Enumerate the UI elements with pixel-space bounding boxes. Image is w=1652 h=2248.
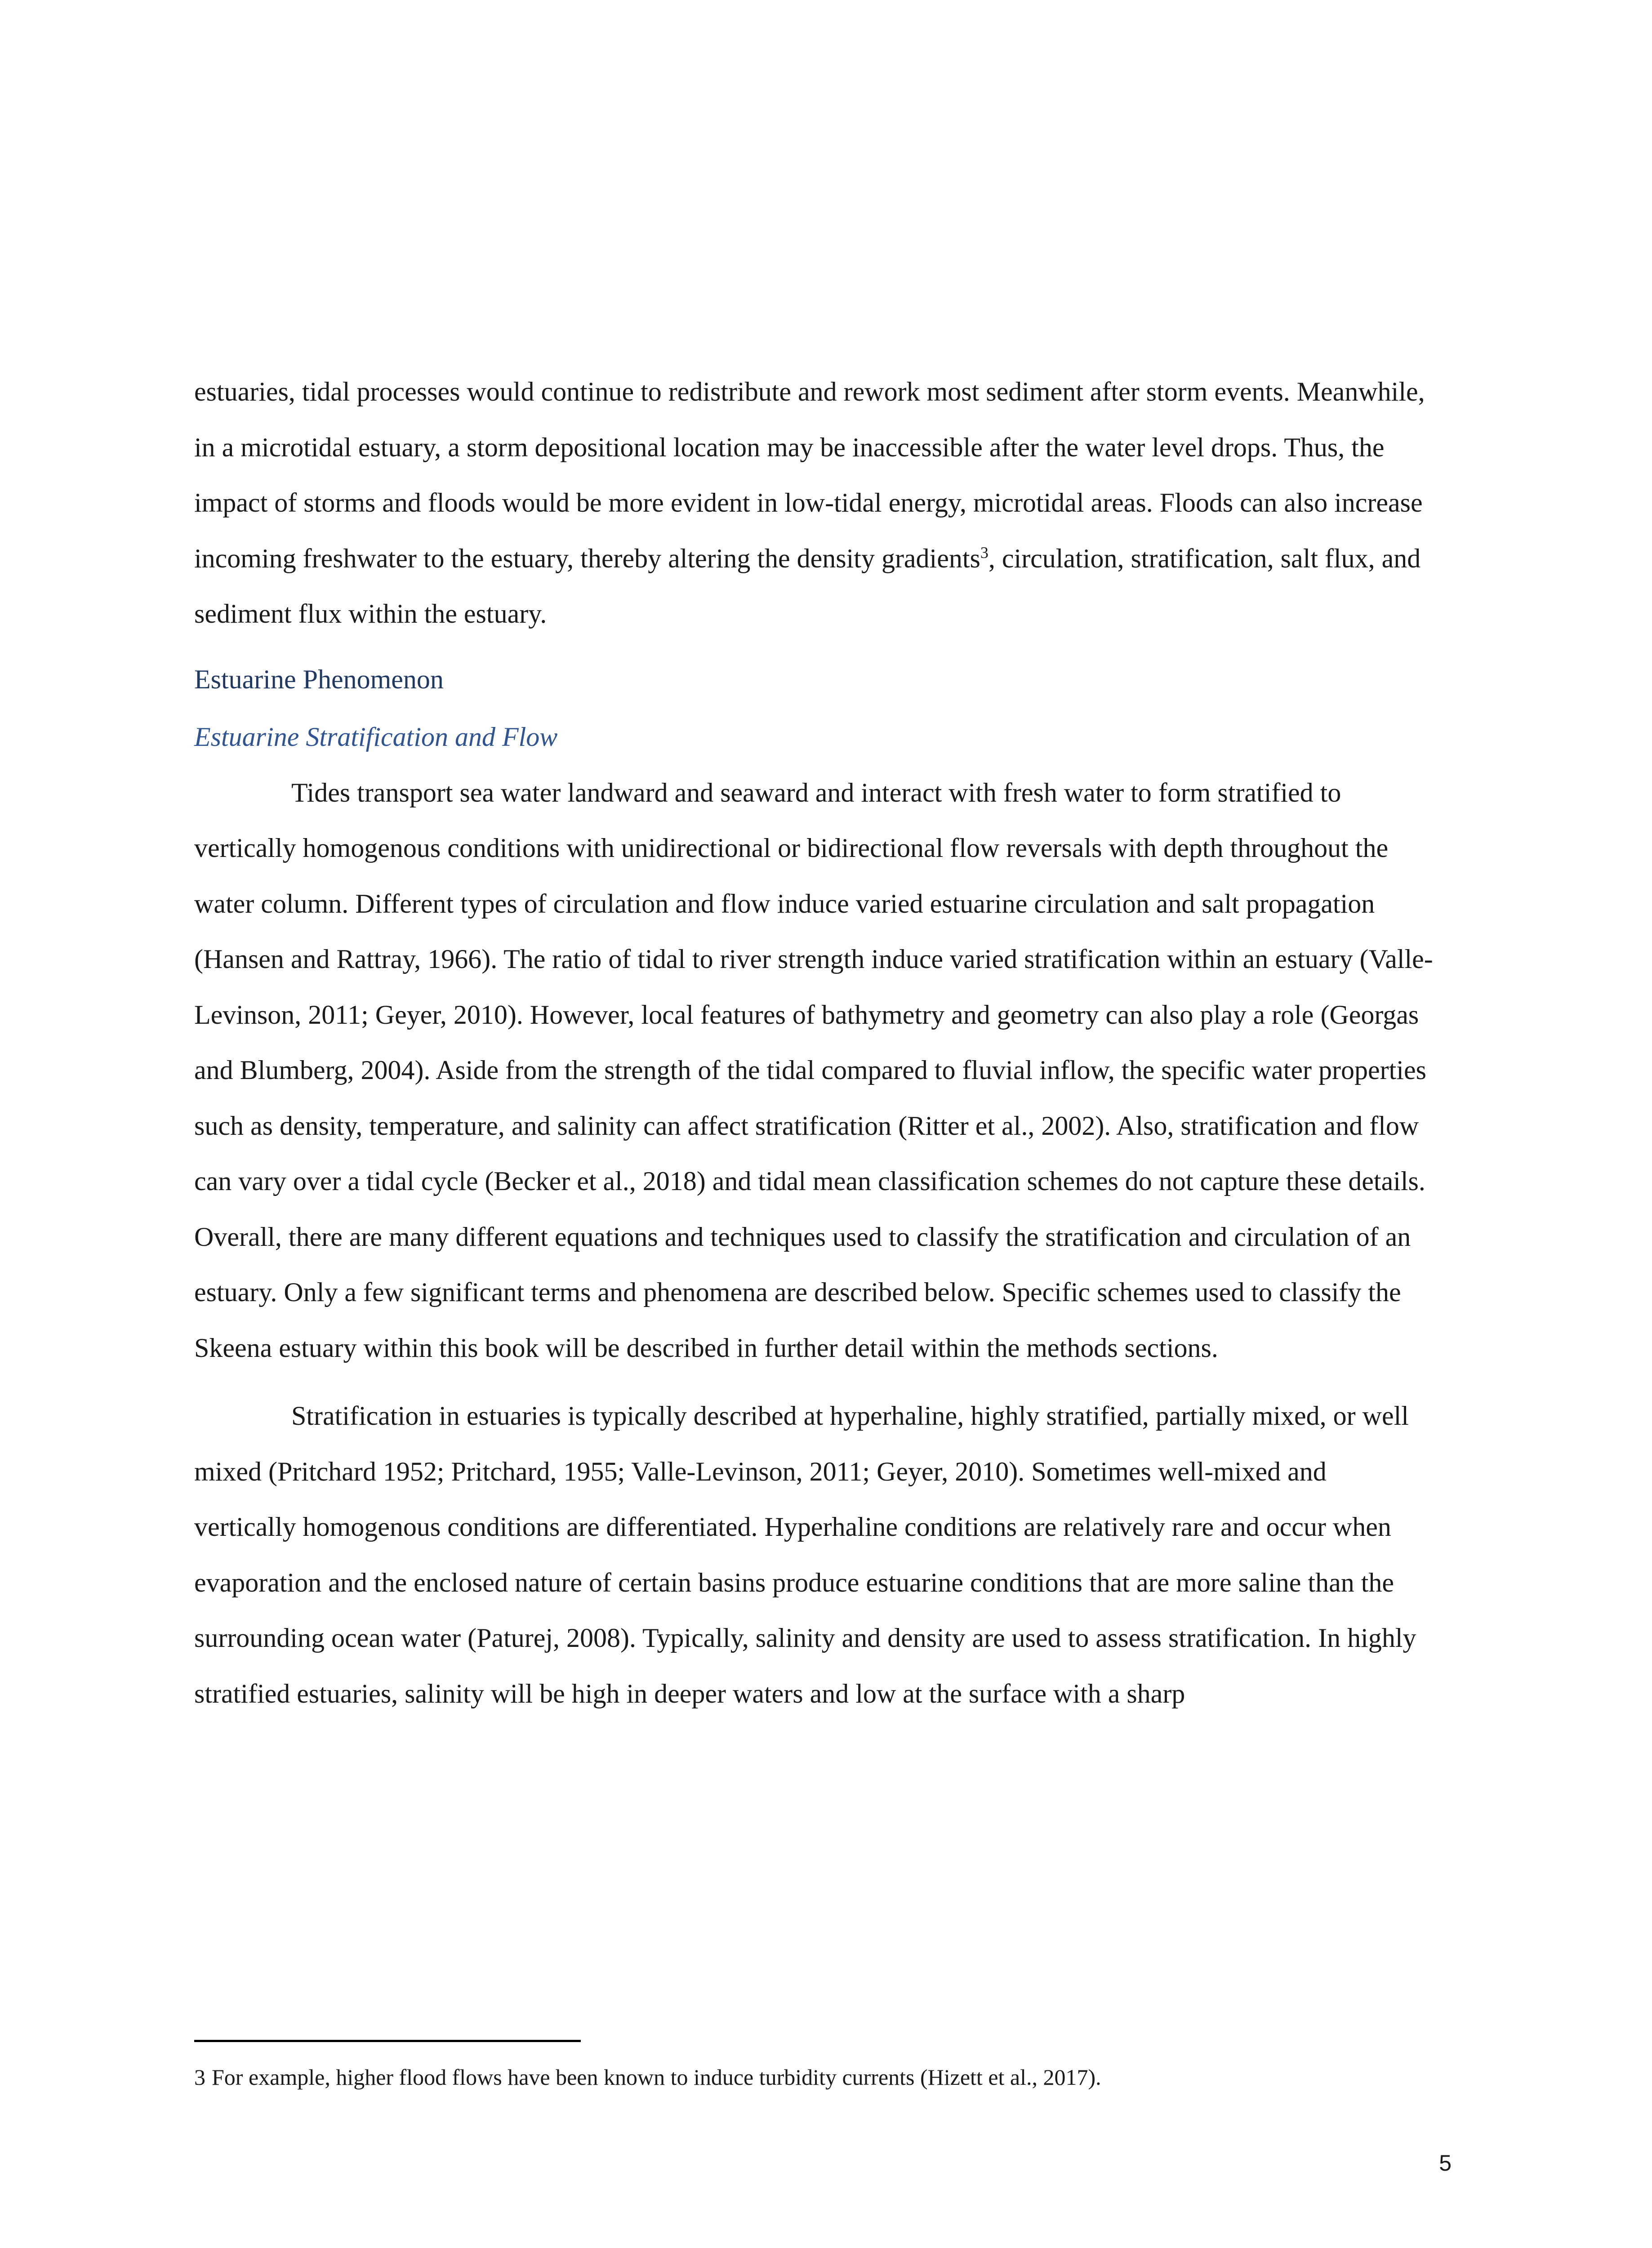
- paragraph-1-text: estuaries, tidal processes would continue to redistribute and rework most sediment after storm events. Meanwhile, in a microtidal estuary, a storm depositional location may be inaccessible after the water level drops. Thus, the impact of storms and floods would be more evident in low-tidal energy, microtidal areas. Floods can also increase incoming freshwater to the estuary, thereby altering the density gradients: [194, 377, 1425, 573]
- paragraph-1-text-continued: , circulation, stratification, salt flux, and sediment flux within the estuary.: [194, 543, 1421, 629]
- footnote-number: 3: [194, 2065, 205, 2090]
- footnote-separator: [194, 2040, 581, 2042]
- page-number: 5: [1439, 2150, 1452, 2176]
- body-paragraph-1: [194, 364, 1435, 642]
- footnote-reference-3[interactable]: 3: [980, 543, 989, 562]
- section-heading: Estuarine Phenomenon: [194, 664, 444, 694]
- subsection-heading: Estuarine Stratification and Flow: [194, 722, 558, 752]
- body-paragraph-2: Tides transport sea water landward and seaward and interact with fresh water to form stratified to vertically homogenous conditions with unidirectional or bidirectional flow reversals with depth throughout the water column. Different types of circulation and flow induce varied estuarine circulation and salt propagation (Hansen and Rattray, 1966). The ratio of tidal to river strength induce varied stratification within an estuary (Valle-Levinson, 2011; Geyer, 2010). However, local features of bathymetry and geometry can also play a role (Georgas and Blumberg, 2004). Aside from the strength of the tidal compared to fluvial inflow, the specific water properties such as density, temperature, and salinity can affect stratification (Ritter et al., 2002). Also, stratification and flow can vary over a tidal cycle (Becker et al., 2018) and tidal mean classification schemes do not capture these details. Overall, there are many different equations and techniques used to classify the stratification and circulation of an estuary. Only a few significant terms and phenomena are described below. Specific schemes used to classify the Skeena estuary within this book will be described in further detail within the methods sections.: [194, 777, 1433, 1363]
- body-paragraph-3: Stratification in estuaries is typically described at hyperhaline, highly stratified, partially mixed, or well mixed (Pritchard 1952; Pritchard, 1955; Valle-Levinson, 2011; Geyer, 2010). Sometimes well-mixed and vertically homogenous conditions are differentiated. Hyperhaline conditions are relatively rare and occur when evaporation and the enclosed nature of certain basins produce estuarine conditions that are more saline than the surrounding ocean water (Paturej, 2008). Typically, salinity and density are used to assess stratification. In highly stratified estuaries, salinity will be high in deeper waters and low at the surface with a sharp: [194, 1401, 1416, 1708]
- footnote-3: [194, 2061, 1498, 2093]
- footnote-text: For example, higher flood flows have been known to induce turbidity currents (Hizett et al., 2017).: [212, 2065, 1101, 2090]
- main-text: [194, 364, 1435, 1722]
